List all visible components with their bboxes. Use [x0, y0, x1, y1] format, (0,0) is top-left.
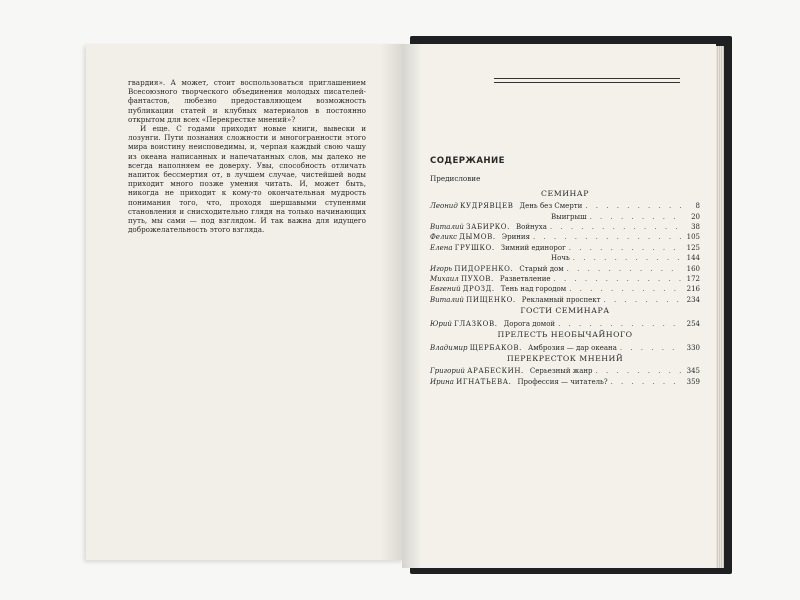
toc-entry	[430, 377, 700, 387]
table-of-contents	[430, 156, 700, 387]
toc-author-surname: ДЫМОВ.	[459, 233, 496, 242]
toc-author-surname: ДРОЗД.	[462, 285, 495, 294]
toc-entry	[430, 295, 700, 305]
toc-author-surname: ЩЕРБАКОВ.	[469, 343, 522, 352]
toc-preface: Предисловие	[430, 174, 481, 184]
toc-author-surname: ПИДОРЕНКО.	[454, 264, 514, 273]
toc-dot-leader	[554, 274, 681, 284]
toc-work-title: Старый дом	[519, 264, 564, 273]
toc-dot-leader	[550, 222, 681, 232]
toc-author-first-name: Юрий	[430, 319, 452, 328]
toc-sections	[430, 189, 700, 387]
toc-work-title: Выигрыш	[551, 212, 587, 221]
toc-page-number: 172	[686, 275, 700, 284]
double-rule-divider	[494, 78, 680, 83]
left-page-text	[128, 78, 366, 234]
toc-title: СОДЕРЖАНИЕ	[430, 156, 505, 166]
left-paragraph-1: гвардия». А может, стоит воспользоваться приглашением Всесоюзного творческого объединения молодых писателей-фантастов, любезно предоставляющем возможность публикации статей и клубных материалов в постоянно открытом для всех «Перекрестке мнений»?	[128, 78, 366, 124]
toc-author-first-name: Елена	[430, 243, 453, 252]
toc-author-surname: ПУХОВ.	[461, 275, 494, 284]
toc-work-title: День без Смерти	[519, 202, 583, 211]
toc-entry	[430, 212, 700, 222]
toc-page-number: 125	[686, 243, 700, 252]
toc-dot-leader	[558, 319, 681, 329]
toc-author-first-name: Владимир	[430, 343, 468, 352]
toc-author-surname: КУДРЯВЦЕВ	[460, 202, 514, 211]
toc-author-first-name: Виталий	[430, 223, 464, 232]
toc-entry	[430, 284, 700, 294]
toc-dot-leader	[569, 243, 681, 253]
toc-dot-leader	[620, 343, 681, 353]
toc-entry	[430, 366, 700, 376]
toc-dot-leader	[611, 377, 681, 387]
toc-entry	[430, 319, 700, 329]
toc-author-first-name: Григорий	[430, 367, 465, 376]
toc-author-surname: ПИЩЕНКО.	[466, 295, 516, 304]
toc-entry	[430, 243, 700, 253]
toc-author-surname: ГЛАЗКОВ.	[454, 319, 498, 328]
toc-dot-leader	[569, 284, 681, 294]
toc-dot-leader	[596, 366, 681, 376]
toc-page-number: 144	[686, 254, 700, 263]
toc-author-first-name: Игорь	[430, 264, 453, 273]
toc-page-number: 254	[686, 319, 700, 328]
toc-work-title: Серьезный жанр	[529, 367, 593, 376]
toc-entry	[430, 253, 700, 263]
toc-author-first-name: Феликс	[430, 233, 458, 242]
toc-author-surname: АРАБЕСКИН.	[467, 367, 524, 376]
toc-author-first-name: Леонид	[430, 202, 458, 211]
toc-page-number: 8	[695, 202, 700, 211]
toc-page-number: 105	[686, 233, 700, 242]
toc-dot-leader	[573, 253, 681, 263]
toc-work-title: Тень над городом	[500, 285, 567, 294]
right-page	[402, 44, 716, 568]
toc-entry	[430, 222, 700, 232]
toc-page-number: 345	[686, 367, 700, 376]
toc-page-number: 38	[691, 223, 700, 232]
toc-work-title: Дорога домой	[503, 319, 556, 328]
toc-work-title: Разветвление	[499, 275, 551, 284]
toc-page-number: 160	[686, 264, 700, 273]
toc-author-first-name: Виталий	[430, 295, 464, 304]
toc-page-number: 359	[686, 377, 700, 386]
toc-author-first-name: Ирина	[430, 377, 454, 386]
toc-work-title: Зимний единорог	[500, 243, 566, 252]
toc-author-first-name: Евгений	[430, 285, 461, 294]
toc-page-number: 330	[686, 343, 700, 352]
toc-entry	[430, 232, 700, 242]
toc-entry	[430, 201, 700, 211]
toc-author-surname: ГРУШКО.	[454, 243, 495, 252]
toc-dot-leader	[533, 232, 681, 242]
toc-work-title: Эриния	[501, 233, 530, 242]
toc-entry	[430, 343, 700, 353]
toc-author-surname: ИГНАТЬЕВА.	[456, 377, 512, 386]
toc-dot-leader	[590, 212, 681, 222]
page-block-edge	[716, 46, 724, 568]
toc-entry	[430, 264, 700, 274]
toc-page-number: 20	[691, 212, 700, 221]
toc-work-title: Рекламный проспект	[521, 295, 601, 304]
toc-work-title: Профессия — читатель?	[517, 377, 608, 386]
toc-page-number: 234	[686, 295, 700, 304]
toc-section-heading: ГОСТИ СЕМИНАРА	[520, 306, 610, 316]
toc-section-heading: ПРЕЛЕСТЬ НЕОБЫЧАЙНОГО	[497, 330, 633, 340]
toc-dot-leader	[604, 295, 681, 305]
toc-dot-leader	[585, 201, 681, 211]
toc-author-first-name: Михаил	[430, 275, 459, 284]
toc-section-heading: СЕМИНАР	[541, 188, 589, 198]
toc-page-number: 216	[686, 285, 700, 294]
toc-section-heading: ПЕРЕКРЕСТОК МНЕНИЙ	[506, 353, 624, 363]
toc-work-title: Войнуха	[515, 223, 547, 232]
toc-entry	[430, 274, 700, 284]
toc-work-title: Ночь	[551, 254, 570, 263]
left-page	[86, 44, 404, 560]
toc-author-surname: ЗАБИРКО.	[466, 223, 510, 232]
left-paragraph-2: И еще. С годами приходят новые книги, вывески и лозунги. Пути познания сложности и многогранности этого мира воистину неисповедимы, и, черпая каждый свою чашу из океана написанных и напечатанных слов, мы далеко не всегда наполняем ее доверху. Увы, способность отличать напиток бессмертия от, в лучшем случае, чистейшей воды приходит много позже умения читать. И, может быть, никогда не приходит к кому-то окончательная мудрость понимания того, что, проходя шершавыми ступенями становления и снисходительно глядя на только начинающих путь, мы сами — под взглядом. И так важна для идущего доброжелательность этого взгляда.	[128, 124, 366, 235]
toc-dot-leader	[567, 264, 681, 274]
toc-work-title: Амброзия — дар океана	[527, 343, 617, 352]
